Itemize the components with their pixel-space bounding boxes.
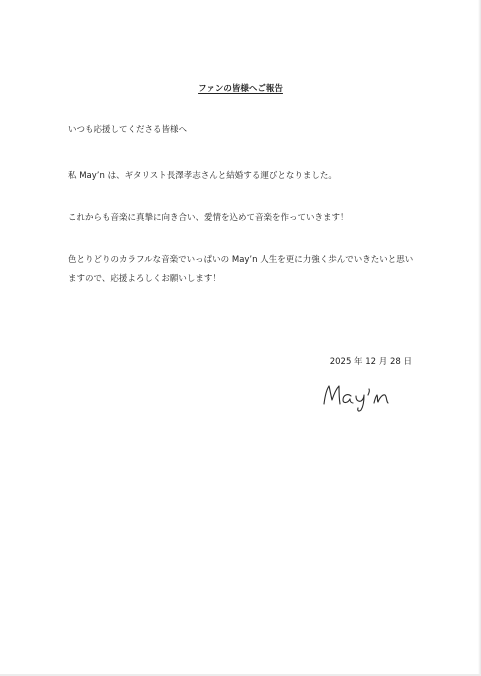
commitment-paragraph: これからも音楽に真摯に向き合い、愛情を込めて音楽を作っていきます！ bbox=[68, 213, 349, 223]
greeting-paragraph: いつも応援してくださる皆様へ bbox=[68, 125, 188, 135]
announcement-paragraph: 私 May’n は、ギタリスト長澤孝志さんと結婚する運びとなりました。 bbox=[68, 171, 337, 181]
letter-title bbox=[0, 82, 481, 94]
letter-title-text: ファンの皆様へご報告 bbox=[198, 84, 283, 94]
letter-date: 2025 年 12 月 28 日 bbox=[329, 357, 412, 367]
closing-paragraph: 色とりどりのカラフルな音楽でいっぱいの May’n 人生を更に力強く歩んでいきたいと思いますので、応援よろしくお願いします！ bbox=[68, 255, 414, 284]
handwritten-signature bbox=[320, 378, 404, 412]
